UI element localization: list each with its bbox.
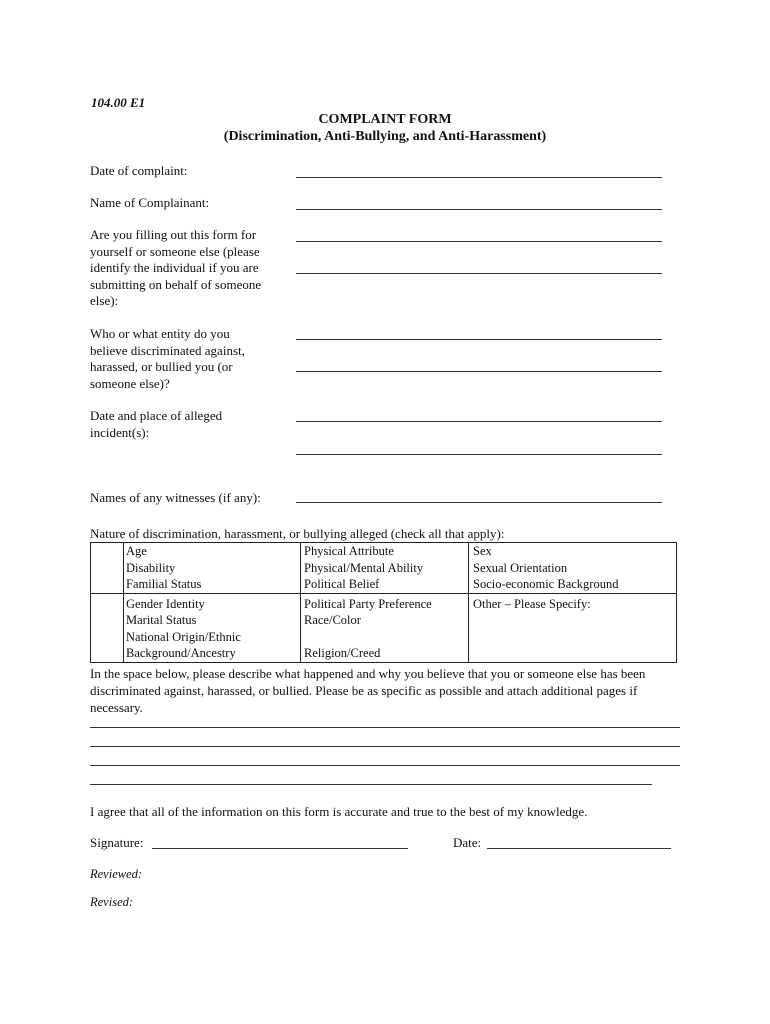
checkbox[interactable] [91, 593, 124, 662]
nature-prompt: Nature of discrimination, harassment, or bullying alleged (check all that apply): [90, 526, 505, 541]
signature-label: Signature: [90, 835, 144, 850]
option-label: Sex Sexual Orientation Socio-economic Background [469, 543, 677, 594]
other-specify[interactable]: Other – Please Specify: [469, 593, 677, 662]
signature-date-field[interactable] [487, 848, 671, 849]
option-label: Age Disability Familial Status [124, 543, 301, 594]
date-of-complaint-label: Date of complaint: [90, 163, 188, 178]
filling-for-field-2[interactable] [296, 273, 662, 274]
nature-checklist-table [90, 542, 677, 663]
agreement-text: I agree that all of the information on this form is accurate and true to the best of my knowledge. [90, 804, 588, 819]
incident-date-place-field-2[interactable] [296, 454, 662, 455]
incident-date-place-label: Date and place of alleged incident(s): [90, 408, 223, 440]
witnesses-label: Names of any witnesses (if any): [90, 490, 261, 505]
description-prompt: In the space below, please describe what happened and why you believe that you or someone else has been discriminated against, harassed, or bullied. Please be as specific as possible and attach additional pages if necessary. [90, 666, 646, 715]
description-line-3[interactable] [90, 765, 680, 766]
form-subtitle: (Discrimination, Anti-Bullying, and Anti-Harassment) [223, 129, 547, 144]
who-discriminated-field-1[interactable] [296, 339, 662, 340]
date-of-complaint-field[interactable] [296, 177, 662, 178]
filling-for-label: Are you filling out this form for yourself or someone else (please identify the individual if you are submitting on behalf of someone else): [90, 227, 262, 308]
form-title: COMPLAINT FORM [318, 112, 452, 127]
who-discriminated-field-2[interactable] [296, 371, 662, 372]
description-line-4[interactable] [90, 784, 652, 785]
incident-date-place-field-1[interactable] [296, 421, 662, 422]
option-label: Physical Attribute Physical/Mental Ability Political Belief [301, 543, 469, 594]
witnesses-field[interactable] [296, 502, 662, 503]
description-line-1[interactable] [90, 727, 680, 728]
complainant-name-field[interactable] [296, 209, 662, 210]
option-label: Gender Identity Marital Status National Origin/Ethnic Background/Ancestry [124, 593, 301, 662]
signature-field[interactable] [152, 848, 408, 849]
date-label: Date: [453, 835, 482, 850]
policy-code: 104.00 E1 [91, 95, 146, 110]
description-line-2[interactable] [90, 746, 680, 747]
complainant-name-label: Name of Complainant: [90, 195, 210, 210]
option-label: Political Party Preference Race/Color Religion/Creed [301, 593, 469, 662]
reviewed-label: Reviewed: [90, 867, 143, 881]
who-discriminated-label: Who or what entity do you believe discriminated against, harassed, or bullied you (or someone else)? [90, 326, 245, 391]
checkbox[interactable] [91, 543, 124, 594]
revised-label: Revised: [90, 895, 134, 909]
filling-for-field-1[interactable] [296, 241, 662, 242]
